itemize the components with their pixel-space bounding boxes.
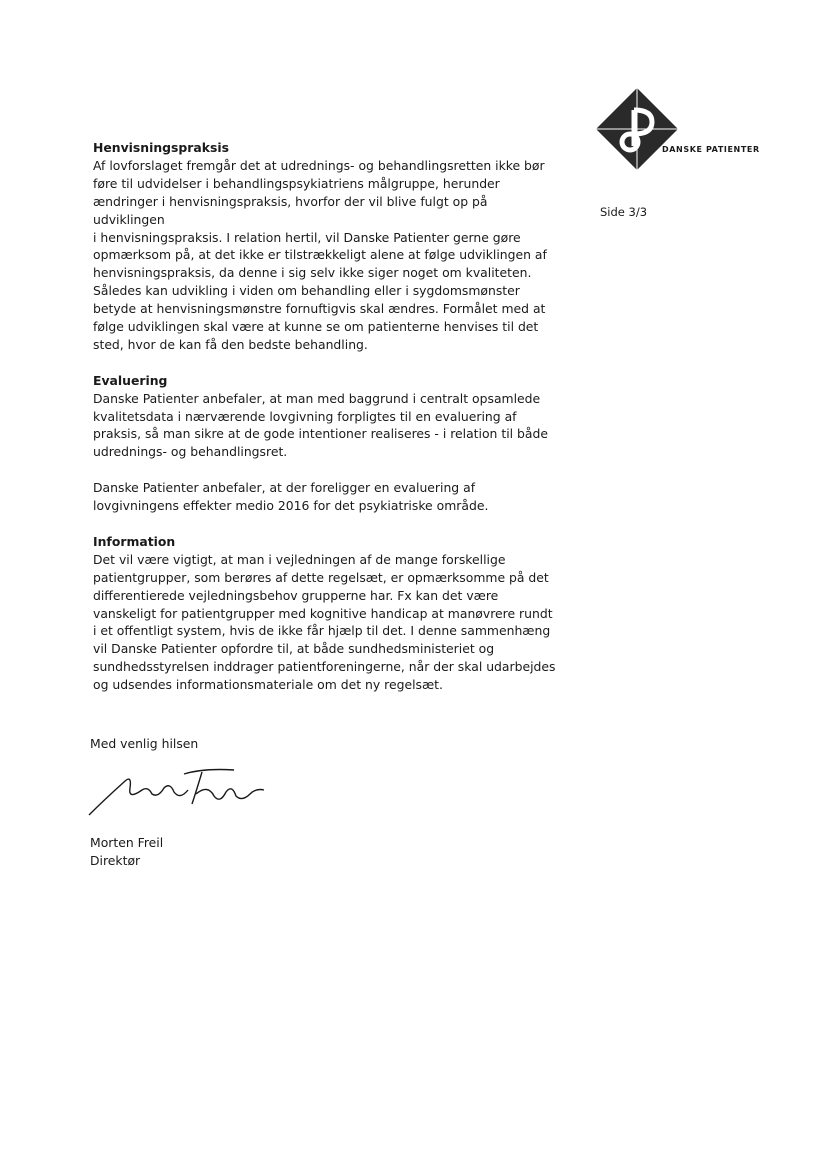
logo-text: DANSKE PATIENTER bbox=[662, 145, 760, 154]
signer-block bbox=[90, 834, 163, 870]
section-text: Danske Patienter anbefaler, at man med baggrund i centralt opsamlede kvalitetsdata i nærværende lovgivning forpligtes til en evaluering af praksis, så man sikre at de gode intentioner realiseres - i relation til både udrednings- og behandlingsret. bbox=[93, 390, 548, 460]
closing-greeting: Med venlig hilsen bbox=[90, 736, 199, 751]
logo-diamond-icon bbox=[596, 88, 678, 170]
signer-title: Direktør bbox=[90, 852, 141, 868]
organization-logo bbox=[596, 88, 760, 170]
section-evaluering bbox=[93, 372, 563, 462]
section-heading: Evaluering bbox=[93, 372, 168, 388]
handwritten-signature bbox=[84, 760, 269, 820]
section-heading: Henvisningspraksis bbox=[93, 140, 230, 155]
section-heading: Information bbox=[93, 533, 176, 549]
signer-name: Morten Freil bbox=[90, 835, 164, 850]
section-henvisningspraksis bbox=[93, 139, 563, 354]
section-information bbox=[93, 533, 563, 694]
section-text: Af lovforslaget fremgår det at udrednings- og behandlingsretten ikke bør føre til udvidelser i behandlingspsykiatriens målgruppe, herunder ændringer i henvisningspraksis, hvorfor der vil blive fulgt op på udviklingen i henvisningspraksis. I relation hertil, vil Danske Patienter gerne gøre opmærksom på, at det ikke er tilstrækkeligt alene at følge udviklingen af henvisningspraksis, da denne i sig selv ikke siger noget om kvaliteten. Således kan udvikling i viden om behandling eller i sygdomsmønster betyde at henvisningsmønstre fornuftigvis skal ændres. Formålet med at følge udviklingen skal være at kunne se om patienterne henvises til det sted, hvor de kan få den bedste behandling. bbox=[93, 157, 547, 352]
evaluation-recommendation: Danske Patienter anbefaler, at der foreligger en evaluering af lovgivningens effekter medio 2016 for det psykiatriske område. bbox=[93, 480, 489, 514]
page-number: Side 3/3 bbox=[600, 205, 648, 219]
section-text: Det vil være vigtigt, at man i vejledningen af de mange forskellige patientgrupper, som berøres af dette regelsæt, er opmærksomme på det differentierede vejledningsbehov grupperne har. Fx kan det være vanskeligt for patientgrupper med kognitive handicap at manøvrere rundt i et offentligt system, hvis de ikke får hjælp til det. I denne sammenhæng vil Danske Patienter opfordre til, at både sundhedsministeriet og sundhedsstyrelsen inddrager patientforeningerne, når der skal udarbejdes og udsendes informationsmateriale om det ny regelsæt. bbox=[93, 551, 556, 693]
letter-body bbox=[93, 139, 563, 712]
